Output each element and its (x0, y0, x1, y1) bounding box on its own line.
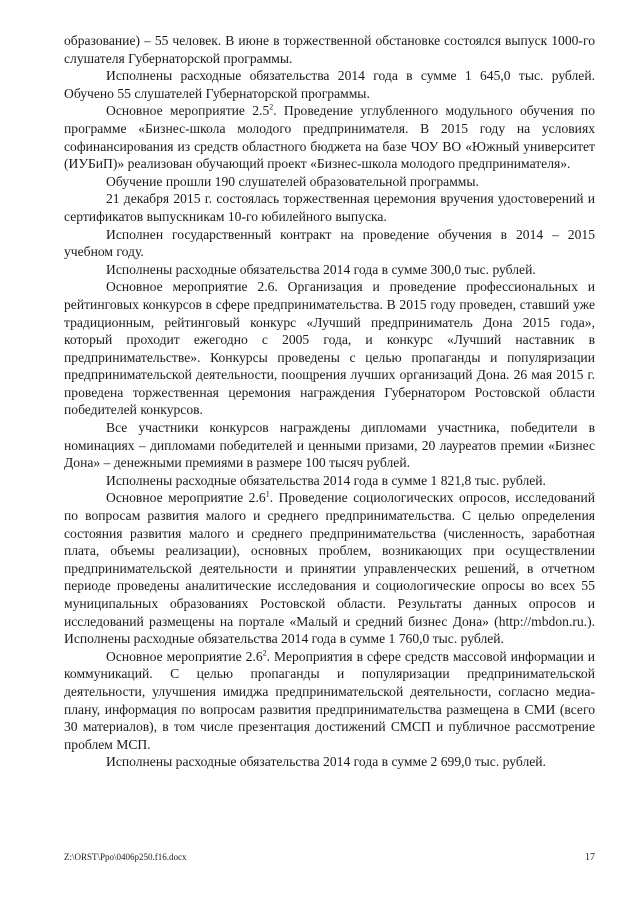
footnote-mark: 1 (265, 489, 270, 499)
paragraph-1: образование) – 55 человек. В июне в торжественной обстановке состоялся выпуск 1000-го слушателя Губернаторской программы. (64, 33, 595, 66)
footnote-mark: 2 (262, 648, 267, 658)
paragraph-10: Исполнены расходные обязательства 2014 года в сумме 1 821,8 тыс. рублей. (106, 472, 546, 488)
paragraph-12-body: . Мероприятия в сфере средств массовой информации и коммуникаций. С целью пропаганды и популяризации предпринимательской деятельности, улучшения имиджа предпринимательской деятельности, согласно медиа-плану, информация по вопросам развития предпринимательства размещена в СМИ (всего 30 материалов), в том числе презентация достижений СМСП и публичное рассмотрение проблем МСП. (64, 648, 596, 752)
paragraph-9: Все участники конкурсов награждены дипломами участника, победители в номинациях – дипломами победителей и ценными призами, 20 лауреатов премии «Бизнес Дона» – денежными премиями в размере 100 тысяч рублей. (64, 420, 595, 471)
paragraph-11-body: . Проведение социологических опросов, исследований по вопросам развития малого и среднего предпринимательства. С целью определения состояния развития малого и среднего предпринимательства (численность, заработная плата, объемы реализации), основных проблем, возникающих при осуществлении предпринимательской деятельности и принятии управленческих решений, в отчетном периоде проведены аналитические исследования и социологические опросы во всех 55 муниципальных образованиях Ростовской области. Результаты данных опросов и исследований размещены на портале «Малый и средний бизнес Дона» (http://mbdon.ru.). Исполнены расходные обязательства 2014 года в сумме 1 760,0 тыс. рублей. (64, 490, 596, 647)
file-path: Z:\ORST\Ppo\0406p250.f16.docx (64, 852, 187, 862)
paragraph-6: Исполнен государственный контракт на проведение обучения в 2014 – 2015 учебном году. (64, 226, 595, 260)
paragraph-2: Исполнены расходные обязательства 2014 года в сумме 1 645,0 тыс. рублей. Обучено 55 слушателей Губернаторской программы. (64, 68, 595, 101)
paragraph-12 (64, 648, 595, 754)
paragraph-12-lead: Основное мероприятие 2.6 (106, 648, 263, 664)
document-body (64, 32, 595, 771)
page-number: 17 (585, 852, 595, 863)
paragraph-3 (64, 102, 595, 172)
paragraph-13: Исполнены расходные обязательства 2014 года в сумме 2 699,0 тыс. рублей. (106, 754, 546, 770)
paragraph-4: Обучение прошли 190 слушателей образовательной программы. (106, 173, 479, 189)
footnote-mark: 2 (269, 102, 274, 112)
paragraph-3-body: . Проведение углубленного модульного обучения по программе «Бизнес-школа молодого предпринимателя. В 2015 году на условиях софинансирования из средств областного бюджета на базе ЧОУ ВО «Южный университет (ИУБиП)» реализован обучающий проект «Бизнес-школа молодого предпринимателя». (64, 103, 595, 172)
paragraph-3-lead: Основное мероприятие 2.5 (106, 103, 270, 119)
paragraph-5: 21 декабря 2015 г. состоялась торжественная церемония вручения удостоверений и сертификатов выпускникам 10-го юбилейного выпуска. (64, 191, 595, 224)
paragraph-7: Исполнены расходные обязательства 2014 года в сумме 300,0 тыс. рублей. (106, 261, 536, 277)
paragraph-11-lead: Основное мероприятие 2.6 (106, 490, 266, 506)
paragraph-11 (64, 489, 595, 647)
paragraph-8: Основное мероприятие 2.6. Организация и проведение профессиональных и рейтинговых конкурсов в сфере предпринимательства. В 2015 году проведен, ставший уже традиционным, рейтинговый конкурс «Лучший предприниматель Дона 2015 года», который проходит ежегодно с 2005 года, и конкурс «Лучший наставник в предпринимательстве». Конкурсы проведены с целью пропаганды и популяризации предпринимательской деятельности, поощрения лучших организаций Дона. 26 мая 2015 г. проведена торжественная церемония награждения Губернатором Ростовской области победителей конкурсов. (64, 279, 595, 418)
